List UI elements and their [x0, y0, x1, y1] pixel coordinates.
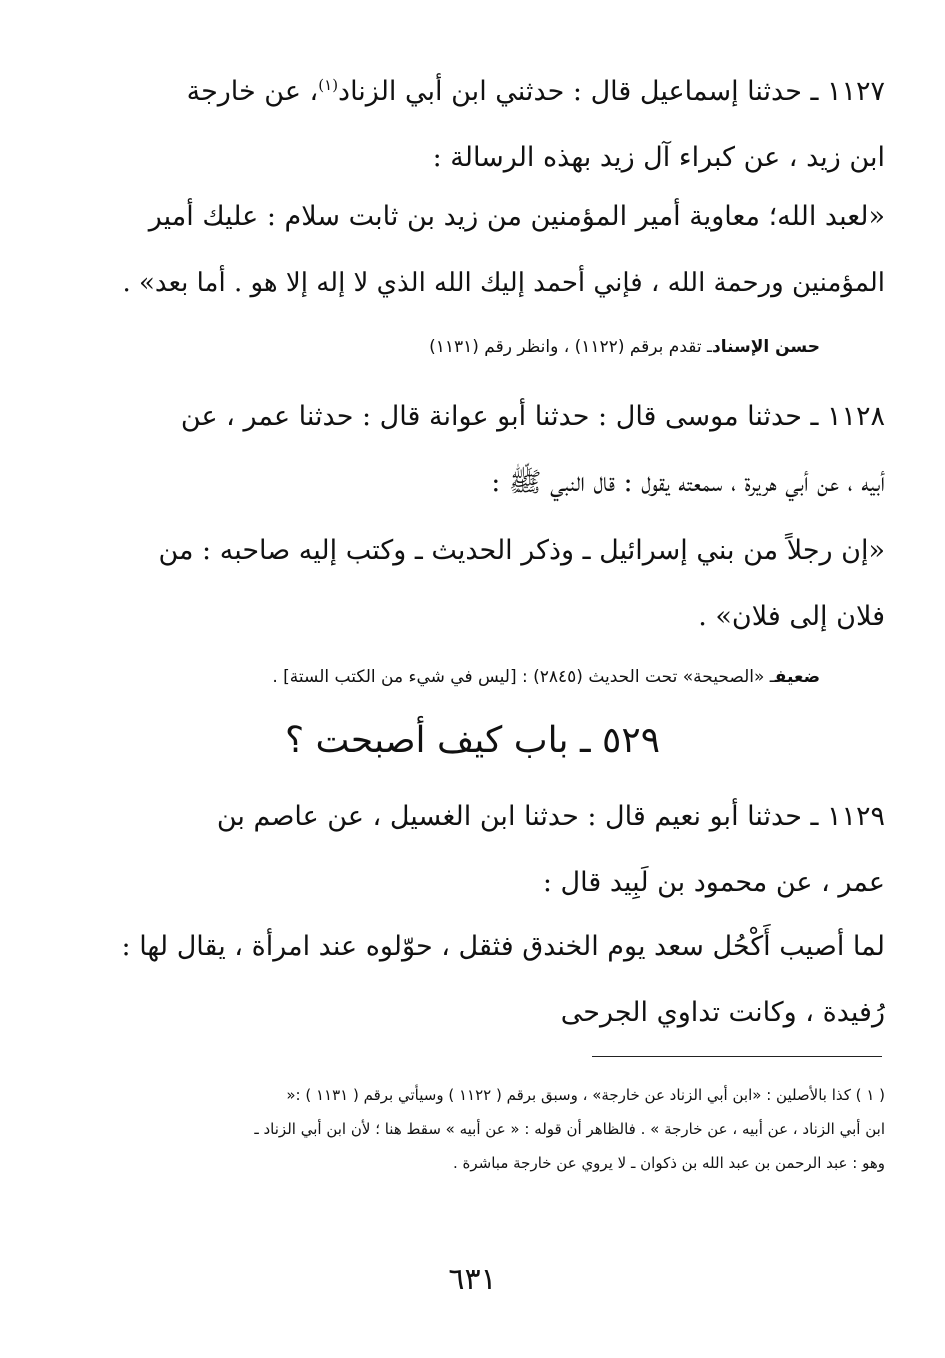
hadith-1127-matn [110, 184, 885, 316]
isnad-text: ١١٢٧ ـ حدثنا إسماعيل قال : حدثني ابن أبي الزناد [338, 76, 885, 107]
hadith-1129-matn [110, 914, 885, 1046]
hadith-1129-isnad [110, 784, 885, 916]
hadith-1127-isnad [110, 52, 885, 191]
footnote-marker: (١) [318, 76, 339, 94]
hadith-1128-isnad-line1: ١١٢٨ ـ حدثنا موسى قال : حدثنا أبو عوانة قال : حدثنا عمر ، عن [180, 401, 885, 432]
footnote-divider [592, 1056, 882, 1057]
grade-note: ـ تقدم برقم (١١٢٢) ، وانظر رقم (١١٣١) [429, 337, 712, 357]
hadith-1127-grade [45, 334, 820, 360]
hadith-1129-isnad-line2: عمر ، عن محمود بن لَبِيد قال : [542, 867, 885, 898]
chapter-title: ٥٢٩ ـ باب كيف أصبحت ؟ [284, 720, 661, 761]
grade-label: حسن الإسناد [711, 337, 820, 357]
footnote-line3: وهو : عبد الرحمن بن عبد الله بن ذكوان ـ لا يروي عن خارجة مباشرة . [453, 1154, 885, 1172]
hadith-1128-isnad-line2: أبيه ، عن أبي هريرة ، سمعته يقول : قال النبي ﷺ : [491, 467, 885, 498]
hadith-1128-matn [110, 518, 885, 650]
hadith-1127-matn-line2: المؤمنين ورحمة الله ، فإني أحمد إليك الله الذي لا إله إلا هو . أما بعد» . [122, 268, 885, 298]
footnotes [105, 1078, 885, 1180]
hadith-1127-matn-line1: «لعبد الله؛ معاوية أمير المؤمنين من زيد بن ثابت سلام : عليك أمير [148, 201, 885, 232]
hadith-1128-isnad [110, 384, 885, 516]
page-number: ٦٣١ [448, 1262, 497, 1297]
grade-note: ـ «الصحيحة» تحت الحديث (٢٨٤٥) : [ليس في شيء من الكتب الستة] . [272, 667, 775, 687]
grade-label: ضعيف [774, 667, 820, 687]
isnad-text-end: ، عن خارجة [186, 76, 319, 107]
hadith-1128-matn-line2: فلان إلى فلان» . [698, 601, 885, 632]
hadith-1129-matn-line1: لما أصيب أَكْحُل سعد يوم الخندق فثقل ، حوّلوه عند امرأة ، يقال لها : [121, 931, 885, 962]
hadith-1128-matn-line1: «إن رجلاً من بني إسرائيل ـ وذكر الحديث ـ وكتب إليه صاحبه : من [158, 535, 885, 566]
hadith-1129-matn-line2: رُفيدة ، وكانت تداوي الجرحى [560, 997, 885, 1028]
footnote-line1: ( ١ ) كذا بالأصلين : «ابن أبي الزناد عن خارجة» ، وسبق برقم ( ١١٢٢ ) وسيأتي برقم ( ١١٣١ ) :« [286, 1086, 885, 1104]
hadith-1129-isnad-line1: ١١٢٩ ـ حدثنا أبو نعيم قال : حدثنا ابن الغسيل ، عن عاصم بن [216, 801, 885, 832]
hadith-1127-isnad-line1 [110, 52, 885, 125]
footnote-line2: ابن أبي الزناد ، عن أبيه ، عن خارجة » . فالظاهر أن قوله : « عن أبيه » سقط هنا ؛ لأن ابن أبي الزناد ـ [254, 1120, 885, 1138]
hadith-1128-grade [45, 664, 820, 690]
hadith-1127-isnad-line2: ابن زيد ، عن كبراء آل زيد بهذه الرسالة : [432, 142, 885, 173]
